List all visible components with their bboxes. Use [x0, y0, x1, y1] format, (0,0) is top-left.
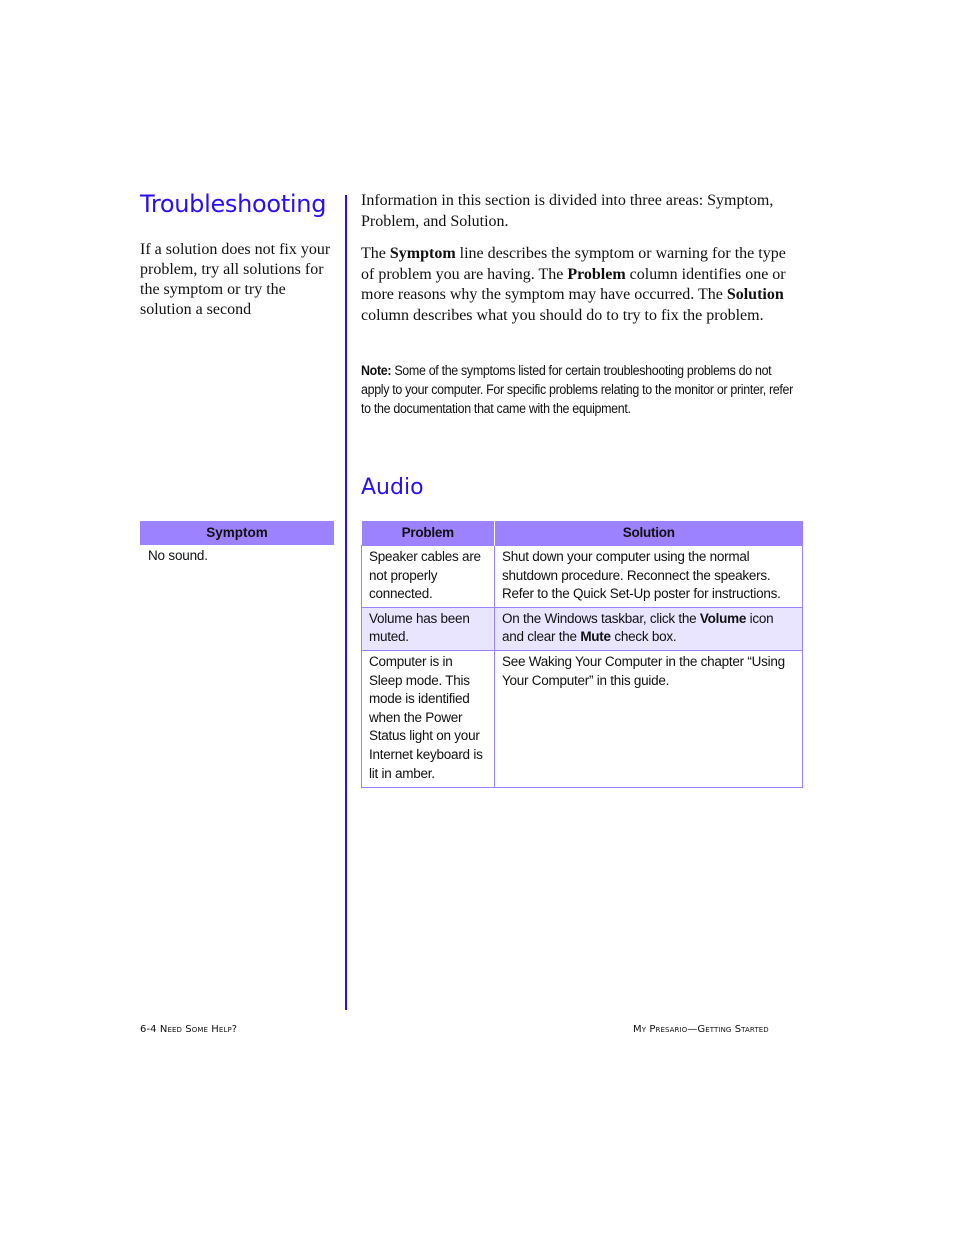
solution-cell: Shut down your computer using the normal shutdown procedure. Reconnect the speakers. Refer to the Quick Set-Up poster for instructions.: [495, 546, 803, 608]
solution-cell: [495, 607, 803, 650]
text: check box.: [610, 629, 677, 645]
text: column identifies one or more reasons why the symptom may have occurred. The: [361, 265, 786, 303]
table-row: [362, 650, 803, 787]
sidebar-note: If a solution does not fix your problem, try all solutions for the symptom or try the solution a second: [140, 241, 331, 318]
term-solution: Solution: [726, 286, 784, 303]
intro-paragraph-1: Information in this section is divided into three areas: Symptom, Problem, and Solution.: [361, 192, 774, 230]
table-header-row: [362, 521, 803, 546]
text: icon and clear the: [502, 610, 774, 645]
text: The: [361, 245, 390, 262]
column-divider: [345, 195, 347, 1010]
symptom-header: Symptom: [140, 521, 334, 545]
text: On the Windows taskbar, click the: [502, 610, 700, 626]
table-row: [362, 607, 803, 650]
note-text: Some of the symptoms listed for certain troubleshooting problems do not apply to your computer. For specific problems relating to the monitor or printer, refer to the documentation that came with the equipment.: [361, 363, 793, 416]
term-volume: Volume: [699, 610, 747, 626]
table-row: [362, 546, 803, 608]
symptom-value: No sound.: [148, 548, 208, 563]
intro-paragraph-2: [361, 244, 801, 326]
problem-cell: Volume has been muted.: [362, 607, 495, 650]
text: line describes the symptom or warning for the type of problem you are having. The: [361, 245, 786, 283]
text: column describes what you should do to try to fix the problem.: [361, 306, 764, 324]
solution-cell: See Waking Your Computer in the chapter “Using Your Computer” in this guide.: [495, 650, 803, 787]
header-solution: Solution: [495, 521, 803, 546]
note-block: [361, 361, 801, 418]
footer-page-label: 6-4 Need Some Help?: [140, 1024, 238, 1035]
problem-cell: Computer is in Sleep mode. This mode is identified when the Power Status light on your Internet keyboard is lit in amber.: [362, 650, 495, 787]
section-heading-audio: Audio: [361, 475, 424, 500]
page-title: Troubleshooting: [140, 190, 327, 218]
intro-text: [361, 191, 801, 338]
header-problem: Problem: [362, 521, 495, 546]
term-problem: Problem: [567, 265, 626, 283]
troubleshooting-table: [361, 521, 803, 788]
term-symptom: Symptom: [389, 245, 456, 262]
term-mute: Mute: [580, 629, 611, 645]
footer-book-title: My Presario—Getting Started: [633, 1024, 769, 1035]
note-label: Note:: [361, 363, 392, 378]
problem-cell: Speaker cables are not properly connected.: [362, 546, 495, 608]
